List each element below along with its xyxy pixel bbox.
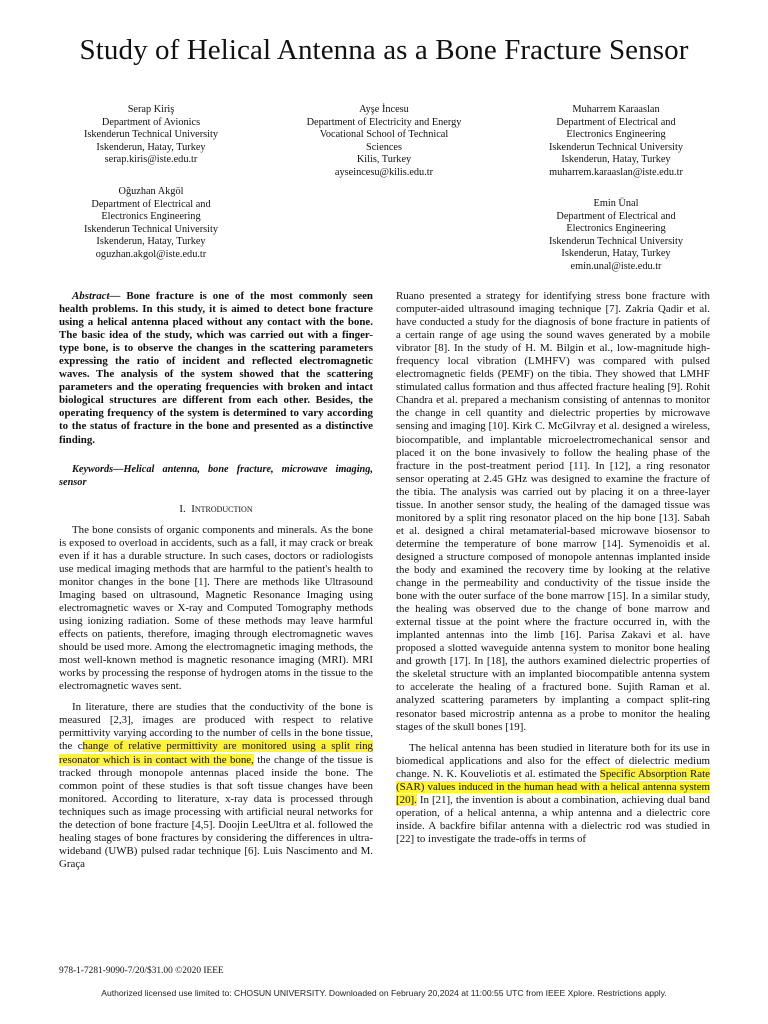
author-affiliation: Iskenderun Technical University — [548, 141, 684, 153]
keywords: Keywords—Helical antenna, bone fracture, microwave imaging, sensor — [59, 463, 373, 488]
author-email: muharrem.karaaslan@iste.edu.tr — [549, 166, 683, 178]
author-affiliation: Department of Electricity and Energy — [306, 116, 462, 128]
section-title: Introduction — [191, 502, 253, 515]
author-affiliation: Electronics Engineering — [101, 211, 201, 223]
section-heading — [59, 503, 373, 516]
author-location: Iskenderun, Hatay, Turkey — [561, 154, 671, 166]
abstract-text: Bone fracture is one of the most commonly seen health problems. In this study, it is aimed to detect bone fracture using a helical antenna placed without any contact with the bone. The basic idea of the study, which was carried out with a finger-type bone, is to observe the changes in the scattering parameters expressing the ratio of incident and reflected electromagnetic waves. The analysis of the system showed that the scattering parameters and the operating frequencies with broken and intact biological structures are different from each other. Besides, the operating frequency of the system is determined to vary according to the status of fracture in the bone and presented as a distinctive finding. — [59, 290, 373, 446]
paragraph-text: the change of the tissue is tracked through monopole antennas placed inside the bone. The common point of these studies is that soft tissue changes have been monitored. According to literature, x-ray data is processed through techniques such as image processing with artificial neural networks for the detection of bone fracture [4,5]. Doojin LeeUltra et al. followed the healing stages of bone fractures by considering the differences in ultra-wideband (UWB) pulsed radar technique [6]. Luis Nascimento and M. Graça — [59, 753, 373, 870]
paragraph-text: In literature, there are studies that the conductivity of the bone is measured [2,3], images are produced with respect to relative permittivity varying according to the number of cells in the bone tissue, the c — [59, 701, 373, 753]
author-block-1 — [61, 104, 241, 167]
author-affiliation: Department of Avionics — [101, 116, 201, 128]
copyright-code: 978-1-7281-9090-7/20/$31.00 ©2020 IEEE — [59, 966, 224, 976]
author-affiliation: Sciences — [365, 141, 403, 153]
author-block-4 — [61, 186, 241, 262]
author-affiliation: Electronics Engineering — [566, 129, 666, 141]
author-affiliation: Iskenderun Technical University — [83, 129, 219, 141]
body-paragraph-2 — [396, 742, 710, 846]
author-location: Kilis, Turkey — [356, 154, 412, 166]
author-email: ayseincesu@kilis.edu.tr — [334, 166, 434, 178]
left-column — [59, 290, 373, 871]
author-affiliation: Iskenderun Technical University — [548, 235, 684, 247]
author-block-5 — [526, 198, 706, 274]
section-number: I. — [179, 502, 186, 515]
author-block-2 — [294, 104, 474, 180]
paper-title: Study of Helical Antenna as a Bone Fracture Sensor — [79, 34, 689, 66]
author-affiliation: Vocational School of Technical — [319, 129, 449, 141]
abstract — [59, 290, 373, 447]
author-email: serap.kiris@iste.edu.tr — [104, 154, 198, 166]
author-name: Ayşe İncesu — [359, 104, 409, 115]
author-affiliation: Electronics Engineering — [566, 223, 666, 235]
author-name: Emin Ünal — [593, 198, 639, 209]
intro-paragraph-2 — [59, 701, 373, 871]
author-name: Muharrem Karaaslan — [572, 104, 660, 115]
author-email: oguzhan.akgol@iste.edu.tr — [95, 248, 207, 260]
license-note: Authorized licensed use limited to: CHOSUN UNIVERSITY. Downloaded on February 20,2024 at 11:00:55 UTC from IEEE Xplore. Restrictions apply. — [101, 988, 667, 998]
author-block-3 — [526, 104, 706, 180]
author-location: Iskenderun, Hatay, Turkey — [96, 141, 206, 153]
abstract-label: Abstract— — [72, 290, 121, 302]
right-column — [396, 290, 710, 846]
author-location: Iskenderun, Hatay, Turkey — [96, 236, 206, 248]
intro-paragraph-1: The bone consists of organic components and minerals. As the bone is exposed to overload in accidents, such as a fall, it may crack or break even if it has a durable structure. In such cases, doctors or radiologists use medical imaging methods that are harmful to the patient's health to monitor changes in the bone [1]. There are methods like Ultrasound Imaging based on ultrasound, Magnetic Resonance Imaging using electromagnetic waves or X-ray and Computed Tomography methods using ionizing radiation. Some of these methods may leave harmful effects on patients, therefore, imaging through electromagnetic waves should be used more. Among the electromagnetic imaging methods, the most well-known method is magnetic resonance imaging (MRI). MRI works by processing the response of hydrogen atoms in the tissue to the electromagnetic waves sent. — [59, 523, 373, 693]
author-affiliation: Department of Electrical and — [556, 210, 676, 222]
highlighted-text: Specific Absorption Rate (SAR) values induced in the human head with a helical antenna system [20]. — [396, 767, 710, 806]
highlighted-text: hange of relative permittivity are monitored using a split ring resonator which is in contact with the bone, — [59, 740, 373, 766]
author-location: Iskenderun, Hatay, Turkey — [561, 248, 671, 260]
author-name: Serap Kiriş — [127, 104, 175, 115]
paragraph-text: In [21], the invention is about a combination, achieving dual band operation, of a helical antenna, a whip antenna and a dielectric core inside. A backfire bifilar antenna with a dielectric rod was studied in [22] to investigate the trade-offs in terms of — [396, 793, 710, 845]
paragraph-text: The helical antenna has been studied in literature both for its use in biomedical applications and also for the effect of dielectric medium change. N. K. Kouveliotis et al. estimated the — [396, 741, 710, 780]
author-email: emin.unal@iste.edu.tr — [570, 260, 662, 272]
author-affiliation: Department of Electrical and — [556, 116, 676, 128]
author-affiliation: Iskenderun Technical University — [83, 223, 219, 235]
body-paragraph-1: Ruano presented a strategy for identifying stress bone fracture with computer-aided ultrasound imaging technique [7]. Zakria Qadir et al. have conducted a study for the diagnosis of bone fracture in patients of a certain range of age using the sound waves generated by a mobile vibrator [8]. In the study of H. M. Bilgin et al., low-magnitude high-frequency local vibration (LMHFV) was compared with pulsed electromagnetic fields (PEMF) on the tibia. They showed that LMHF stimulated callus formation and thus affected fracture healing [9]. Rohit Chandra et al. prepared a mechanism consisting of antennas to monitor the change in cell quantity and dielectric properties by microwave sensing and imaging [10]. Kirk C. McGilvray et al. designed a wireless, biocompatible, and implantable microelectromechanical sensor and placed it on the bone invasively to follow the healing phase of the fracture in the post-treatment period [11]. In [12], a ring resonator sensor operating at 2.45 GHz was designed to examine the fracture of the tibia. The analysis was carried out by placing it on a three-layer tissue. In another sensor study, the healing of the damaged tissue was monitored by a split ring resonator placed on the hip bone [13]. Sabah et al. designed a chiral metamaterial-based microwave biosensor to determine the temperature of bone marrow [14]. Symenoidis et al. designed a structure composed of monopole antennas implanted inside the body and examined the recovery time by looking at the relative change in the permeability and conductivity of the tissue inside the bone with the outer surface of the bone marrow [15]. In a similar study, the healing was observed due to the change of bone marrow and external tissue at the point where the fracture occurred in, with the implanted antennas into the limb [16]. Parisa Zakavi et al. have proposed a slotted waveguide antenna system to monitor bone healing and growth [17]. In [18], the authors examined dielectric properties of the skeletal structure with an implanted biocompatible antenna system to accelerate the healing of a fractured bone. Sujith Raman et al. analyzed scattering parameters by implanting a compact split-ring resonator based microstrip antenna as a probe to monitor the healing stages of the skull bones [19]. — [396, 290, 710, 733]
author-affiliation: Department of Electrical and — [91, 198, 211, 210]
author-name: Oğuzhan Akgöl — [118, 186, 184, 197]
